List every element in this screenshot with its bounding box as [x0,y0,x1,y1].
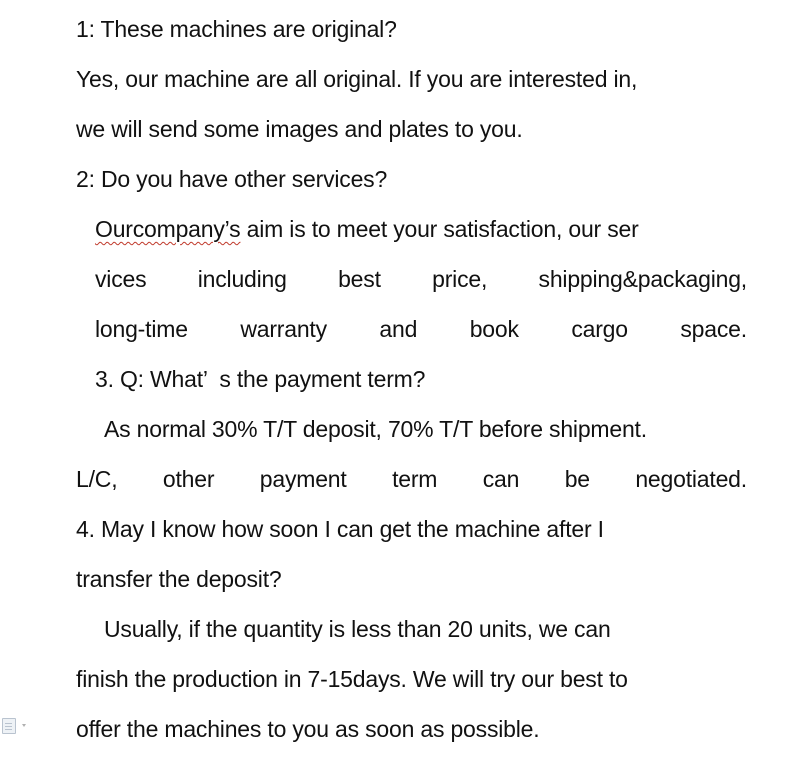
answer-4-line-3: offer the machines to you as soon as possible. [76,716,540,742]
answer-3-line-2 [76,464,747,494]
word: including [197,266,287,292]
word: shipping&packaging, [538,266,747,292]
word: warranty [240,316,327,342]
answer-2-line-1-rest: aim is to meet your satisfaction, our ser [240,216,639,242]
answer-2-line-3 [95,314,747,344]
word: other [162,466,215,492]
answer-1-line-2: we will send some images and plates to you. [76,116,523,142]
word: be [564,466,590,492]
word: can [482,466,520,492]
word: negotiated. [635,466,747,492]
answer-1-line-1: Yes, our machine are all original. If you are interested in, [76,66,638,92]
word: and [379,316,418,342]
word: long-time [95,316,188,342]
spellcheck-error-word[interactable]: Ourcompany’s [95,216,241,242]
answer-4-line-1: Usually, if the quantity is less than 20 units, we can [104,616,611,642]
word: term [392,466,438,492]
word: vices [95,266,147,292]
word: cargo [571,316,628,342]
word: book [469,316,519,342]
word: best [338,266,381,292]
question-4-line-2: transfer the deposit? [76,566,282,592]
question-2: 2: Do you have other services? [76,166,388,192]
word: space. [680,316,747,342]
word: payment [259,466,347,492]
question-4-line-1: 4. May I know how soon I can get the machine after I [76,516,604,542]
question-3: 3. Q: What’ s the payment term? [95,366,426,392]
question-1: 1: These machines are original? [76,16,397,42]
answer-2-line-2 [95,264,747,294]
chevron-down-icon[interactable] [22,724,26,727]
word: price, [432,266,488,292]
word: L/C, [76,466,118,492]
answer-4-line-2: finish the production in 7-15days. We will try our best to [76,666,628,692]
paste-options-icon[interactable] [2,718,16,734]
answer-3-line-1: As normal 30% T/T deposit, 70% T/T before shipment. [104,416,647,442]
answer-2-line-1 [95,214,639,244]
